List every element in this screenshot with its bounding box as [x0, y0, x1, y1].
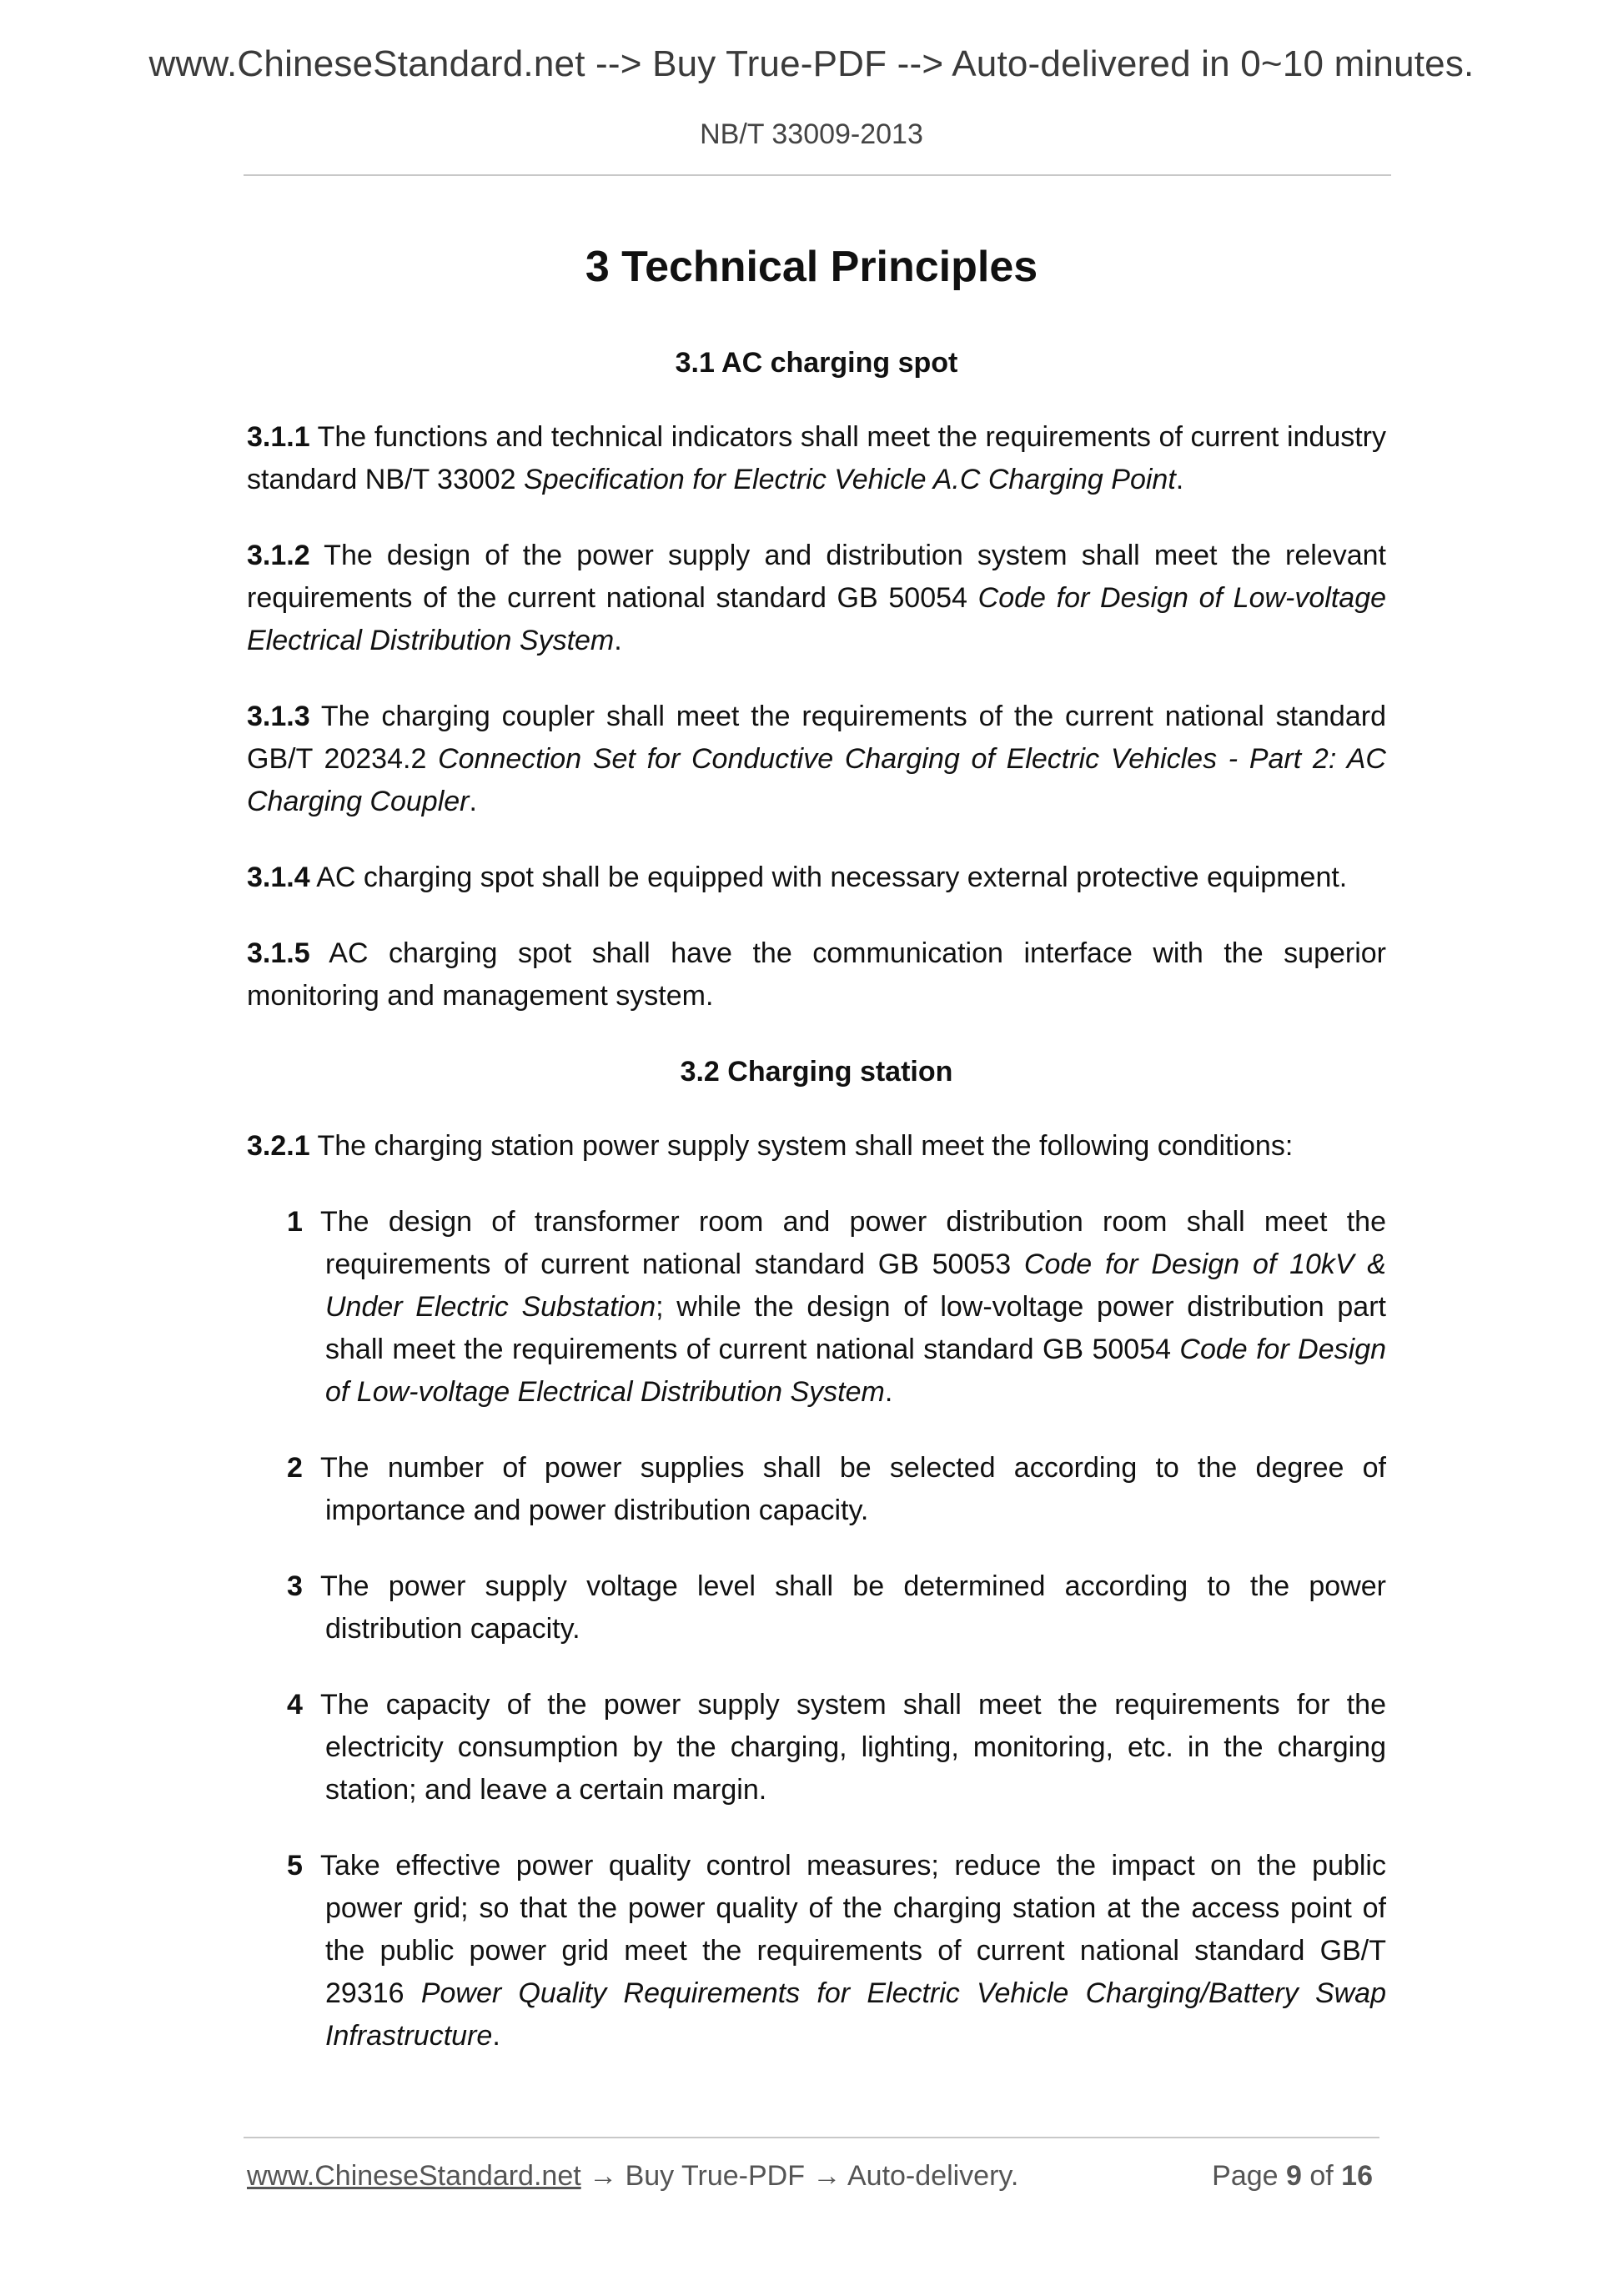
- clause-number: 3.2.1: [247, 1130, 310, 1162]
- item-text: Take effective power quality control measures; reduce the impact on the public power grid; so that the power quality of the charging station at the access point of the public power grid meet the requirements of current national standard GB/T 29316: [320, 1850, 1386, 2009]
- item-text: The capacity of the power supply system shall meet the requirements for the electricity consumption by the charging, lighting, monitoring, etc. in the charging station; and leave a certain margin.: [320, 1689, 1386, 1806]
- footer-divider: [244, 2137, 1379, 2138]
- clause-end: .: [1175, 464, 1184, 495]
- item-text: ; while the design of low-voltage power distribution part shall meet the requirements of current national standard GB 50054: [325, 1291, 1386, 1365]
- list-item: [287, 1565, 1386, 1650]
- document-code: NB/T 33009-2013: [700, 118, 923, 150]
- item-text: The design of transformer room and power distribution room shall meet the requirements of current national standard GB 50053: [320, 1206, 1386, 1280]
- clause-text: The functions and technical indicators shall meet the requirements of current industry standard NB/T 33002: [247, 421, 1386, 495]
- item-text: The number of power supplies shall be selected according to the degree of importance and power distribution capacity.: [320, 1452, 1386, 1526]
- clause-number: 3.1.5: [247, 937, 310, 969]
- item-number: 3: [287, 1570, 303, 1602]
- standard-title: Specification for Electric Vehicle A.C Charging Point: [524, 464, 1176, 495]
- list-item: [287, 1684, 1386, 1811]
- chapter-title: 3 Technical Principles: [585, 243, 1038, 291]
- of-label: of: [1301, 2160, 1342, 2192]
- clause-number: 3.1.4: [247, 862, 310, 893]
- standard-title: Code for Design of Low-voltage Electrical Distribution System: [325, 1334, 1387, 1408]
- item-number: 5: [287, 1850, 303, 1882]
- item-text: The power supply voltage level shall be determined according to the power distribution capacity.: [320, 1570, 1386, 1645]
- footer-site-link[interactable]: www.ChineseStandard.net: [247, 2160, 581, 2192]
- clause-3-1-3: [247, 696, 1386, 823]
- clause-text: The design of the power supply and distribution system shall meet the relevant requirements of the current national standard GB 50054: [247, 540, 1386, 614]
- top-banner: www.ChineseStandard.net --> Buy True-PDF --> Auto-delivered in 0~10 minutes.: [148, 43, 1475, 84]
- list-item: [287, 1845, 1386, 2057]
- header-divider: [244, 174, 1391, 176]
- item-end: .: [492, 2020, 500, 2052]
- standard-title: Code for Design of 10kV & Under Electric Substation: [325, 1248, 1386, 1323]
- clause-text: The charging coupler shall meet the requirements of the current national standard GB/T 20234.2: [247, 701, 1386, 775]
- standard-title: Connection Set for Conductive Charging of Electric Vehicles - Part 2: AC Charging Coupler: [247, 743, 1386, 817]
- page-indicator: [1212, 2160, 1373, 2193]
- clause-3-1-5: [247, 932, 1386, 1017]
- clause-end: .: [614, 625, 622, 656]
- list-item: [287, 1447, 1386, 1532]
- section-heading: 3.1 AC charging spot: [675, 347, 958, 379]
- section-heading: 3.2 Charging station: [680, 1056, 953, 1088]
- standard-title: Code for Design of Low-voltage Electrical Distribution System: [247, 582, 1387, 656]
- clause-number: 3.1.3: [247, 701, 310, 732]
- footer-tagline: → Buy True-PDF → Auto-delivery.: [580, 2160, 1019, 2192]
- clause-3-2-1: [247, 1125, 1386, 1168]
- clause-3-1-2: [247, 535, 1386, 662]
- list-item: [287, 1201, 1386, 1414]
- item-number: 4: [287, 1689, 303, 1721]
- clause-end: .: [469, 786, 477, 817]
- clause-number: 3.1.2: [247, 540, 310, 571]
- page-number: 9: [1286, 2160, 1302, 2192]
- clause-number: 3.1.1: [247, 421, 310, 453]
- clause-3-1-1: [247, 416, 1386, 501]
- standard-title: Power Quality Requirements for Electric Vehicle Charging/Battery Swap Infrastructure: [325, 1977, 1387, 2052]
- item-end: .: [884, 1376, 893, 1408]
- page-footer: [247, 2160, 1383, 2200]
- page-total: 16: [1341, 2160, 1373, 2192]
- page-label: Page: [1212, 2160, 1286, 2192]
- item-number: 1: [287, 1206, 303, 1238]
- clause-3-1-4: [247, 857, 1386, 899]
- clause-text: The charging station power supply system shall meet the following conditions:: [309, 1130, 1294, 1162]
- clause-text: AC charging spot shall be equipped with necessary external protective equipment.: [309, 862, 1348, 893]
- footer-left: [247, 2160, 1018, 2193]
- clause-text: AC charging spot shall have the communication interface with the superior monitoring and management system.: [247, 937, 1386, 1012]
- item-number: 2: [287, 1452, 303, 1484]
- document-body: [247, 342, 1386, 2091]
